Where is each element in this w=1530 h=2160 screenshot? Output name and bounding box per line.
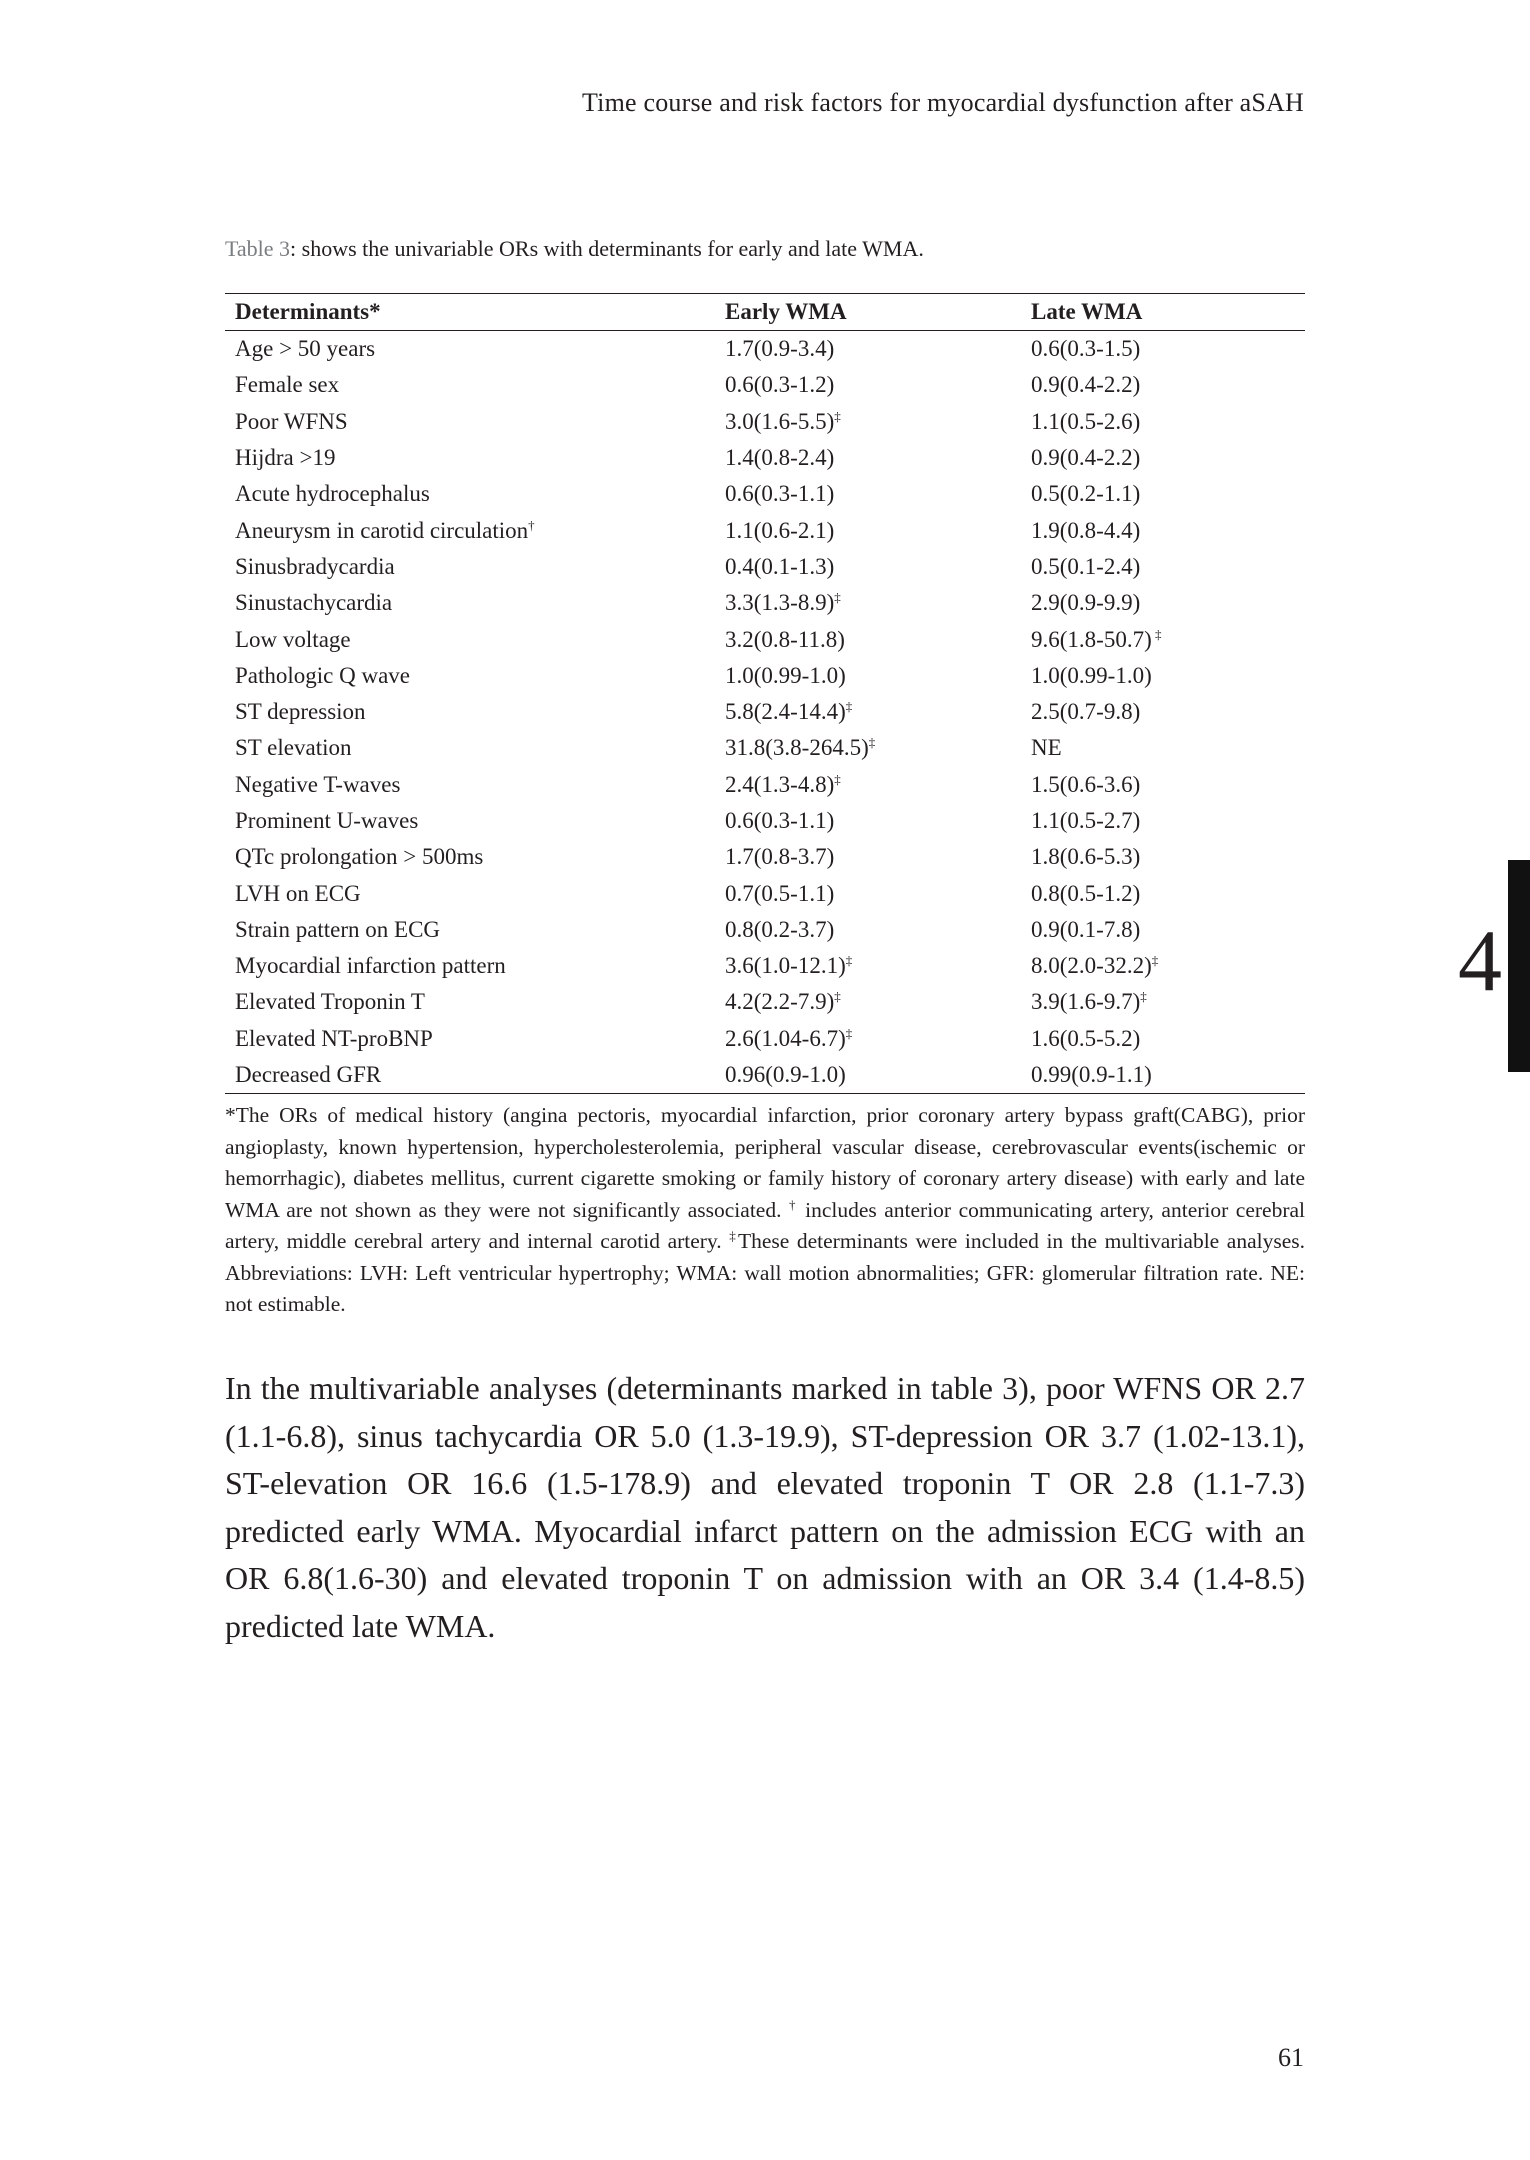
- determinant-cell: [225, 839, 715, 875]
- late-wma-cell: [1021, 585, 1305, 621]
- early-wma-cell: [715, 875, 1021, 911]
- late-wma-cell-value: 1.0(0.99-1.0): [1031, 662, 1152, 688]
- caption-text: : shows the univariable ORs with determinants for early and late WMA.: [290, 236, 924, 261]
- table-row: [225, 767, 1305, 803]
- early-wma-cell: [715, 1057, 1021, 1094]
- late-wma-cell: [1021, 1057, 1305, 1094]
- determinant-cell-value: Elevated Troponin T: [235, 989, 425, 1015]
- early-wma-cell: [715, 767, 1021, 803]
- early-wma-cell: [715, 331, 1021, 368]
- determinant-cell-value: Hijdra >19: [235, 445, 336, 471]
- table-caption: [225, 236, 1305, 262]
- early-wma-cell: [715, 367, 1021, 403]
- significance-mark: ‡: [1140, 988, 1147, 1004]
- table-row: [225, 948, 1305, 984]
- early-wma-cell-value: 0.6(0.3-1.1): [725, 808, 835, 833]
- late-wma-cell: [1021, 730, 1305, 766]
- determinant-cell-value: QTc prolongation > 500ms: [235, 844, 484, 870]
- late-wma-cell: [1021, 621, 1305, 657]
- header-late-wma: Late WMA: [1021, 294, 1305, 331]
- body-paragraph: In the multivariable analyses (determinants marked in table 3), poor WFNS OR 2.7 (1.1-6.8), sinus tachycardia OR 5.0 (1.3-19.9), ST-depression OR 3.7 (1.02-13.1), ST-elevation OR 16.6 (1.5-178.9) and elevated troponin T OR 2.8 (1.1-7.3) predicted early WMA. Myocardial infarct pattern on the admission ECG with an OR 6.8(1.6-30) and elevated troponin T on admission with an OR 3.4 (1.4-8.5) predicted late WMA.: [225, 1370, 1305, 1644]
- significance-mark: ‡: [845, 1025, 853, 1041]
- odds-ratio-table: [225, 293, 1305, 1094]
- determinant-cell-value: Decreased GFR: [235, 1062, 382, 1088]
- late-wma-cell: [1021, 549, 1305, 585]
- determinant-cell-value: Strain pattern on ECG: [235, 916, 441, 942]
- late-wma-cell-value: 0.9(0.4-2.2): [1031, 372, 1141, 398]
- late-wma-cell-value: 1.1(0.5-2.6): [1031, 408, 1141, 434]
- early-wma-cell: [715, 621, 1021, 657]
- late-wma-cell: [1021, 658, 1305, 694]
- late-wma-cell: [1021, 1021, 1305, 1057]
- table-row: [225, 512, 1305, 548]
- early-wma-cell-value: 0.8(0.2-3.7): [725, 916, 835, 942]
- early-wma-cell-value: 1.7(0.8-3.7): [725, 844, 835, 870]
- late-wma-cell-value: 9.6(1.8-50.7): [1031, 626, 1152, 652]
- header-determinants: Determinants*: [225, 294, 715, 331]
- late-wma-cell-value: 2.5(0.7-9.8): [1031, 699, 1141, 725]
- determinant-cell: [225, 367, 715, 403]
- early-wma-cell: [715, 476, 1021, 512]
- late-wma-cell-value: 1.8(0.6-5.3): [1031, 844, 1141, 870]
- table-row: [225, 984, 1305, 1020]
- table-label: Table 3: [225, 236, 291, 261]
- determinant-cell: [225, 658, 715, 694]
- late-wma-cell: [1021, 767, 1305, 803]
- determinant-cell-value: Myocardial infarction pattern: [235, 953, 506, 979]
- table-row: [225, 621, 1305, 657]
- late-wma-cell-value: 0.5(0.1-2.4): [1031, 553, 1141, 579]
- early-wma-cell: [715, 984, 1021, 1020]
- late-wma-cell-value: 2.9(0.9-9.9): [1031, 590, 1141, 616]
- late-wma-cell-value: 1.9(0.8-4.4): [1031, 517, 1141, 543]
- early-wma-cell: [715, 512, 1021, 548]
- late-wma-cell: [1021, 912, 1305, 948]
- table-row: [225, 1057, 1305, 1094]
- table-row: [225, 1021, 1305, 1057]
- table-body: [225, 331, 1305, 1094]
- significance-mark: ‡: [868, 734, 876, 750]
- significance-mark: ‡: [845, 952, 853, 968]
- table-header-row: [225, 294, 1305, 331]
- determinant-cell-value: ST depression: [235, 699, 366, 725]
- late-wma-cell-value: 0.6(0.3-1.5): [1031, 336, 1141, 362]
- determinant-cell: [225, 730, 715, 766]
- determinant-cell: [225, 476, 715, 512]
- determinant-cell: [225, 1057, 715, 1094]
- determinant-cell: [225, 912, 715, 948]
- table-row: [225, 476, 1305, 512]
- late-wma-cell-value: 0.8(0.5-1.2): [1031, 880, 1141, 906]
- determinant-cell: [225, 803, 715, 839]
- chapter-thumb-tab: [1508, 860, 1530, 1072]
- table-row: [225, 440, 1305, 476]
- determinant-cell: [225, 948, 715, 984]
- early-wma-cell: [715, 694, 1021, 730]
- early-wma-cell: [715, 730, 1021, 766]
- page-number: 61: [1278, 2043, 1304, 2072]
- running-header: Time course and risk factors for myocardial dysfunction after aSAH: [582, 88, 1304, 117]
- table-row: [225, 331, 1305, 368]
- determinant-cell-value: Prominent U-waves: [235, 808, 419, 833]
- table-row: [225, 839, 1305, 875]
- early-wma-cell-value: 2.4(1.3-4.8): [725, 771, 835, 797]
- late-wma-cell: [1021, 476, 1305, 512]
- determinant-cell: [225, 404, 715, 440]
- determinant-cell: [225, 767, 715, 803]
- footnote-part-3: These determinants were included in the multivariable analyses. Abbreviations: LVH: Left ventricular hypertrophy; WMA: wall motion abnormalities; GFR: glomerular filtration rate. NE: not estimable.: [225, 1229, 1305, 1316]
- early-wma-cell: [715, 1021, 1021, 1057]
- determinant-cell-value: Aneurysm in carotid circulation: [235, 517, 529, 543]
- early-wma-cell-value: 0.96(0.9-1.0): [725, 1062, 846, 1088]
- late-wma-cell-value: 0.9(0.4-2.2): [1031, 445, 1141, 471]
- determinant-cell-value: Acute hydrocephalus: [235, 481, 430, 507]
- late-wma-cell-value: 0.99(0.9-1.1): [1031, 1062, 1152, 1088]
- dagger-mark: †: [788, 1196, 798, 1212]
- determinant-cell: [225, 694, 715, 730]
- early-wma-cell-value: 3.3(1.3-8.9): [725, 590, 835, 616]
- determinant-cell: [225, 585, 715, 621]
- determinant-cell: [225, 621, 715, 657]
- table-row: [225, 694, 1305, 730]
- footnote-part-2: includes anterior communicating artery, anterior cerebral artery, middle cerebral artery and internal carotid artery.: [225, 1197, 1305, 1253]
- late-wma-cell: [1021, 948, 1305, 984]
- late-wma-cell: [1021, 694, 1305, 730]
- determinant-cell-value: Negative T-waves: [235, 771, 401, 797]
- early-wma-cell-value: 3.6(1.0-12.1): [725, 953, 846, 979]
- determinant-cell-value: Sinustachycardia: [235, 590, 393, 616]
- determinant-cell-value: Elevated NT-proBNP: [235, 1025, 433, 1051]
- early-wma-cell-value: 1.7(0.9-3.4): [725, 336, 835, 362]
- determinant-cell-value: ST elevation: [235, 735, 352, 761]
- determinant-cell: [225, 875, 715, 911]
- determinant-cell-value: Low voltage: [235, 626, 351, 652]
- early-wma-cell: [715, 803, 1021, 839]
- late-wma-cell-value: 8.0(2.0-32.2): [1031, 953, 1152, 979]
- determinant-cell: [225, 512, 715, 548]
- late-wma-cell: [1021, 839, 1305, 875]
- significance-mark: ‡: [845, 698, 853, 714]
- table-row: [225, 404, 1305, 440]
- determinant-cell-value: LVH on ECG: [235, 880, 361, 906]
- early-wma-cell: [715, 658, 1021, 694]
- early-wma-cell: [715, 839, 1021, 875]
- determinant-cell-value: Sinusbradycardia: [235, 553, 395, 579]
- early-wma-cell: [715, 912, 1021, 948]
- determinant-cell: [225, 440, 715, 476]
- header-early-wma: Early WMA: [715, 294, 1021, 331]
- early-wma-cell: [715, 404, 1021, 440]
- late-wma-cell: [1021, 440, 1305, 476]
- determinant-cell: [225, 984, 715, 1020]
- determinant-cell: [225, 549, 715, 585]
- late-wma-cell-value: 1.1(0.5-2.7): [1031, 808, 1141, 833]
- early-wma-cell-value: 0.4(0.1-1.3): [725, 553, 835, 579]
- table-row: [225, 658, 1305, 694]
- early-wma-cell: [715, 549, 1021, 585]
- early-wma-cell-value: 1.4(0.8-2.4): [725, 445, 835, 471]
- late-wma-cell: [1021, 803, 1305, 839]
- late-wma-cell-value: 3.9(1.6-9.7): [1031, 989, 1141, 1015]
- late-wma-cell: [1021, 512, 1305, 548]
- table-row: [225, 803, 1305, 839]
- table-row: [225, 912, 1305, 948]
- determinant-cell-value: Age > 50 years: [235, 336, 376, 362]
- early-wma-cell: [715, 948, 1021, 984]
- early-wma-cell-value: 3.0(1.6-5.5): [725, 408, 835, 434]
- footnote-part-1: *The ORs of medical history (angina pectoris, myocardial infarction, prior coronary artery bypass graft(CABG), prior angioplasty, known hypertension, hypercholesterolemia, peripheral vascular disease, cerebrovascular events(ischemic or hemorrhagic), diabetes mellitus, current cigarette smoking or family history of coronary artery disease) with early and late WMA are not shown as they were not significantly associated.: [225, 1103, 1305, 1222]
- determinant-cell: [225, 1021, 715, 1057]
- determinant-cell: [225, 331, 715, 368]
- double-dagger-mark: ‡: [729, 1227, 738, 1243]
- early-wma-cell-value: 4.2(2.2-7.9): [725, 989, 835, 1015]
- late-wma-cell-value: 1.6(0.5-5.2): [1031, 1025, 1141, 1051]
- determinant-cell-value: Poor WFNS: [235, 408, 348, 434]
- table-row: [225, 585, 1305, 621]
- determinant-cell-value: Female sex: [235, 372, 340, 398]
- late-wma-cell: [1021, 875, 1305, 911]
- significance-mark: ‡: [834, 771, 841, 787]
- late-wma-cell: [1021, 331, 1305, 368]
- early-wma-cell-value: 1.1(0.6-2.1): [725, 517, 835, 543]
- early-wma-cell: [715, 440, 1021, 476]
- late-wma-cell-value: 0.9(0.1-7.8): [1031, 916, 1141, 942]
- table-row: [225, 875, 1305, 911]
- late-wma-cell: [1021, 984, 1305, 1020]
- significance-mark: ‡: [834, 408, 841, 424]
- chapter-number: 4: [1458, 913, 1502, 1010]
- significance-mark: †: [528, 516, 535, 532]
- late-wma-cell-value: 0.5(0.2-1.1): [1031, 481, 1141, 507]
- early-wma-cell-value: 2.6(1.04-6.7): [725, 1025, 846, 1051]
- early-wma-cell-value: 31.8(3.8-264.5): [725, 735, 869, 761]
- early-wma-cell-value: 0.6(0.3-1.1): [725, 481, 835, 507]
- table-row: [225, 367, 1305, 403]
- table-row: [225, 549, 1305, 585]
- significance-mark: ‡: [834, 589, 841, 605]
- early-wma-cell-value: 0.7(0.5-1.1): [725, 880, 835, 906]
- early-wma-cell-value: 5.8(2.4-14.4): [725, 699, 846, 725]
- determinant-cell-value: Pathologic Q wave: [235, 662, 411, 688]
- late-wma-cell: [1021, 367, 1305, 403]
- late-wma-cell-value: 1.5(0.6-3.6): [1031, 771, 1141, 797]
- late-wma-cell: [1021, 404, 1305, 440]
- early-wma-cell-value: 0.6(0.3-1.2): [725, 372, 835, 398]
- significance-mark: ‡: [1151, 952, 1159, 968]
- early-wma-cell-value: 3.2(0.8-11.8): [725, 626, 845, 652]
- table-footnote: [225, 1100, 1305, 1321]
- table-row: [225, 730, 1305, 766]
- late-wma-cell-value: NE: [1031, 735, 1062, 761]
- significance-mark: ‡: [1151, 625, 1162, 641]
- early-wma-cell-value: 1.0(0.99-1.0): [725, 662, 846, 688]
- early-wma-cell: [715, 585, 1021, 621]
- significance-mark: ‡: [834, 988, 841, 1004]
